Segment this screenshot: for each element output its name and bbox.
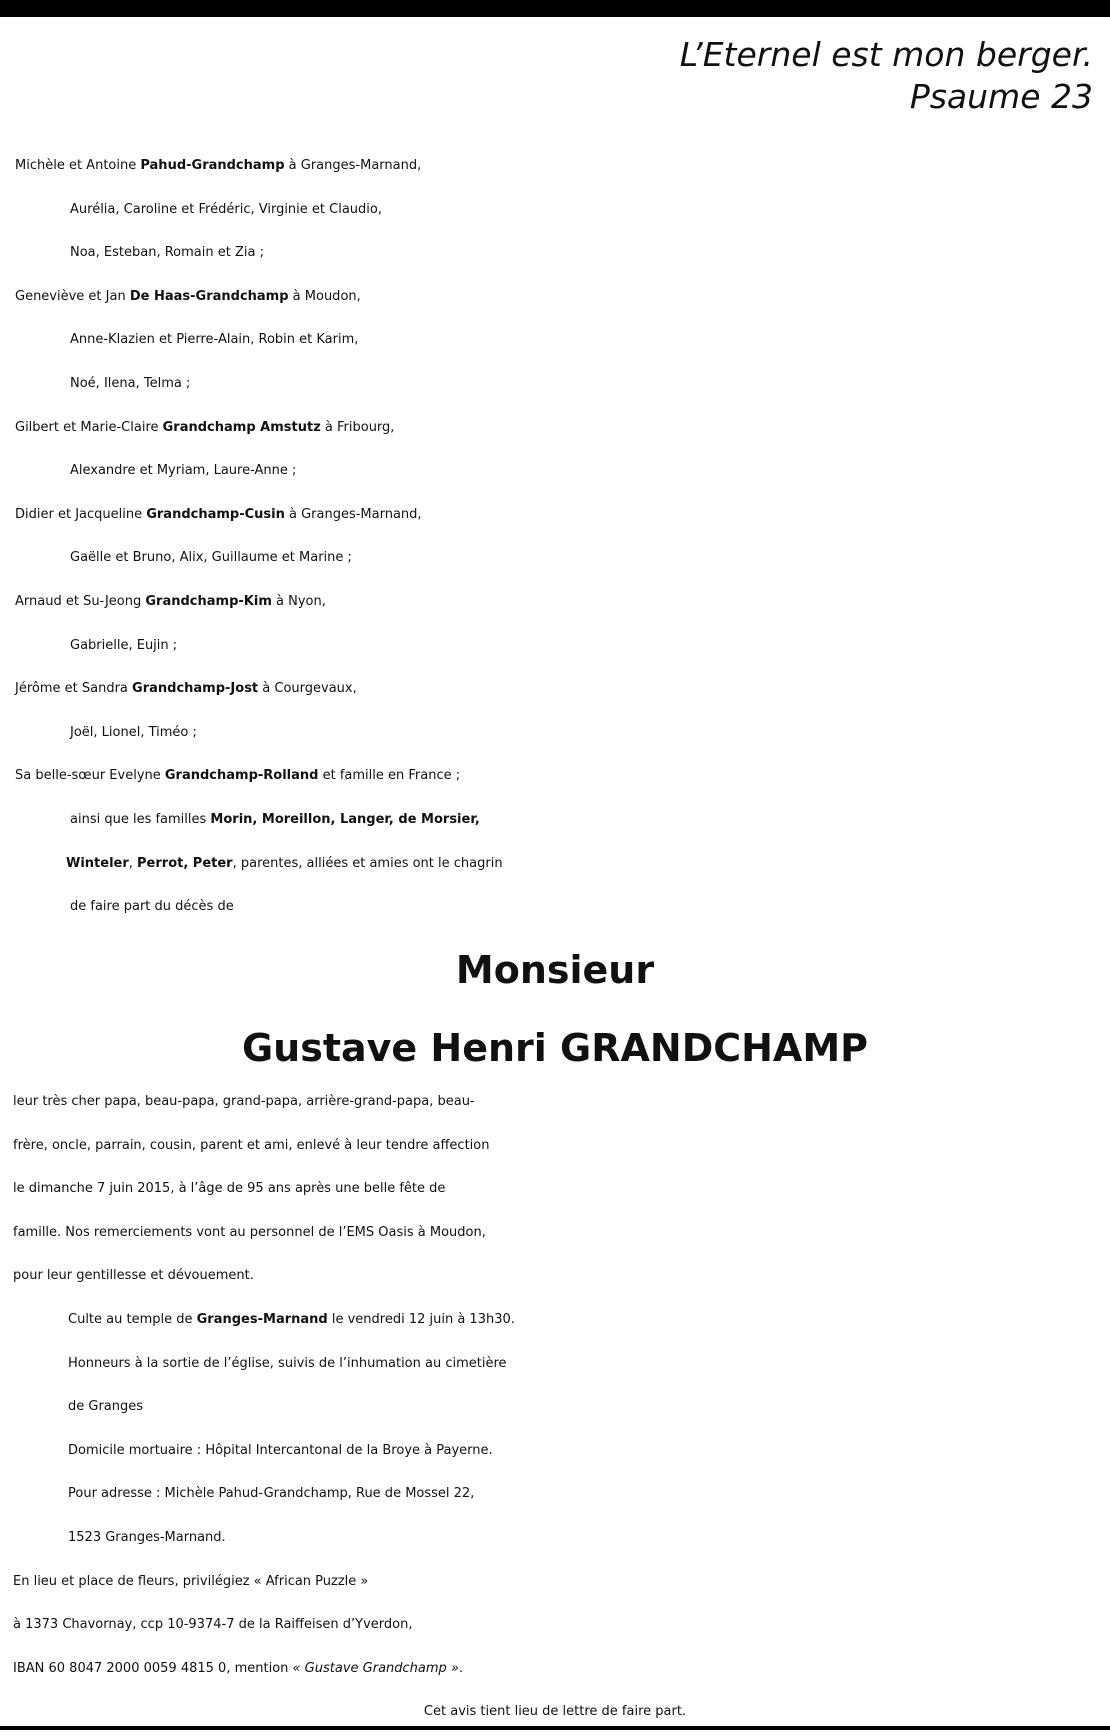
psalm-quote xyxy=(680,34,1093,118)
family-name: Pahud-Grandchamp xyxy=(140,158,285,173)
family-name: Grandchamp-Cusin xyxy=(146,506,285,522)
psalm-reference: Psaume 23 xyxy=(909,77,1093,116)
family-line: Arnaud et Su-Jeong Grandchamp-Kim à Nyon, xyxy=(15,593,326,609)
family-list xyxy=(0,144,1110,929)
deceased-name: Gustave Henri GRANDCHAMP xyxy=(241,1026,869,1070)
family-line: Sa belle-sœur Evelyne Grandchamp-Rolland et famille en France ; xyxy=(15,768,461,784)
family-members-line: Gaëlle et Bruno, Alix, Guillaume et Marine ; xyxy=(70,550,352,566)
family-name: Grandchamp-Kim xyxy=(145,593,272,609)
family-members-line: Noa, Esteban, Romain et Zia ; xyxy=(70,245,264,261)
bottom-rule xyxy=(0,1726,1110,1730)
family-name: Grandchamp Amstutz xyxy=(162,419,321,435)
tribute-text xyxy=(0,1080,1110,1734)
tribute-line: leur très cher papa, beau-papa, grand-papa, arrière-grand-papa, beau- xyxy=(13,1094,475,1109)
honours-line: Honneurs à la sortie de l’église, suivis de l’inhumation au cimetière xyxy=(68,1355,507,1371)
honours-line: de Granges xyxy=(68,1399,144,1415)
service-place: Granges-Marnand xyxy=(196,1311,328,1327)
address-line: 1523 Granges-Marnand. xyxy=(68,1529,226,1545)
family-name: Grandchamp-Rolland xyxy=(164,768,319,784)
family-line: Didier et Jacqueline Grandchamp-Cusin à Granges-Marnand, xyxy=(15,506,422,522)
family-members-line: Gabrielle, Eujin ; xyxy=(70,637,178,653)
tribute-line: pour leur gentillesse et dévouement. xyxy=(13,1268,254,1284)
family-members-line: Joël, Lionel, Timéo ; xyxy=(70,724,197,740)
family-members-line: Alexandre et Myriam, Laure-Anne ; xyxy=(70,463,297,479)
donation-line: IBAN 60 8047 2000 0059 4815 0, mention « Gustave Grandchamp ». xyxy=(13,1660,464,1676)
family-name: De Haas-Grandchamp xyxy=(129,288,289,304)
family-line: Gilbert et Marie-Claire Grandchamp Amstutz à Fribourg, xyxy=(15,419,395,435)
funeral-home-line: Domicile mortuaire : Hôpital Intercantonal de la Broye à Payerne. xyxy=(68,1442,493,1458)
family-line: Geneviève et Jan De Haas-Grandchamp à Moudon, xyxy=(15,288,361,304)
donation-mention: « Gustave Grandchamp » xyxy=(292,1660,459,1676)
family-members-line: Aurélia, Caroline et Frédéric, Virginie et Claudio, xyxy=(70,201,382,217)
tribute-line: frère, oncle, parrain, cousin, parent et ami, enlevé à leur tendre affection xyxy=(13,1137,490,1153)
address-line: Pour adresse : Michèle Pahud-Grandchamp, Rue de Mossel 22, xyxy=(68,1486,475,1502)
tribute-line: famille. Nos remerciements vont au personnel de l’EMS Oasis à Moudon, xyxy=(13,1224,486,1240)
announcement-line: de faire part du décès de xyxy=(70,899,234,915)
psalm-verse: L’Eternel est mon berger. xyxy=(679,35,1093,74)
family-names: Perrot, Peter xyxy=(137,855,233,871)
tribute-line: le dimanche 7 juin 2015, à l’âge de 95 ans après une belle fête de xyxy=(13,1181,446,1197)
donation-line: En lieu et place de fleurs, privilégiez « African Puzzle » xyxy=(13,1573,369,1589)
service-line: Culte au temple de Granges-Marnand le vendredi 12 juin à 13h30. xyxy=(68,1311,515,1327)
donation-line: à 1373 Chavornay, ccp 10-9374-7 de la Raiffeisen d’Yverdon, xyxy=(13,1617,413,1633)
other-families-line: Winteler, Perrot, Peter, parentes, alliées et amies ont le chagrin xyxy=(66,855,503,871)
top-rule xyxy=(0,0,1110,17)
family-line: Michèle et Antoine Pahud-Grandchamp à Granges-Marnand, xyxy=(15,158,422,173)
family-line: Jérôme et Sandra Grandchamp-Jost à Courgevaux, xyxy=(15,681,357,697)
family-name: Winteler xyxy=(66,855,129,871)
closing-line: Cet avis tient lieu de lettre de faire part. xyxy=(423,1704,687,1720)
other-families-line: ainsi que les familles Morin, Moreillon, Langer, de Morsier, xyxy=(70,811,480,827)
family-members-line: Anne-Klazien et Pierre-Alain, Robin et Karim, xyxy=(70,332,359,348)
family-name: Grandchamp-Jost xyxy=(132,681,259,697)
family-members-line: Noé, Ilena, Telma ; xyxy=(70,375,191,391)
deceased-honorific: Monsieur xyxy=(455,948,655,992)
family-names: Morin, Moreillon, Langer, de Morsier, xyxy=(210,811,480,827)
